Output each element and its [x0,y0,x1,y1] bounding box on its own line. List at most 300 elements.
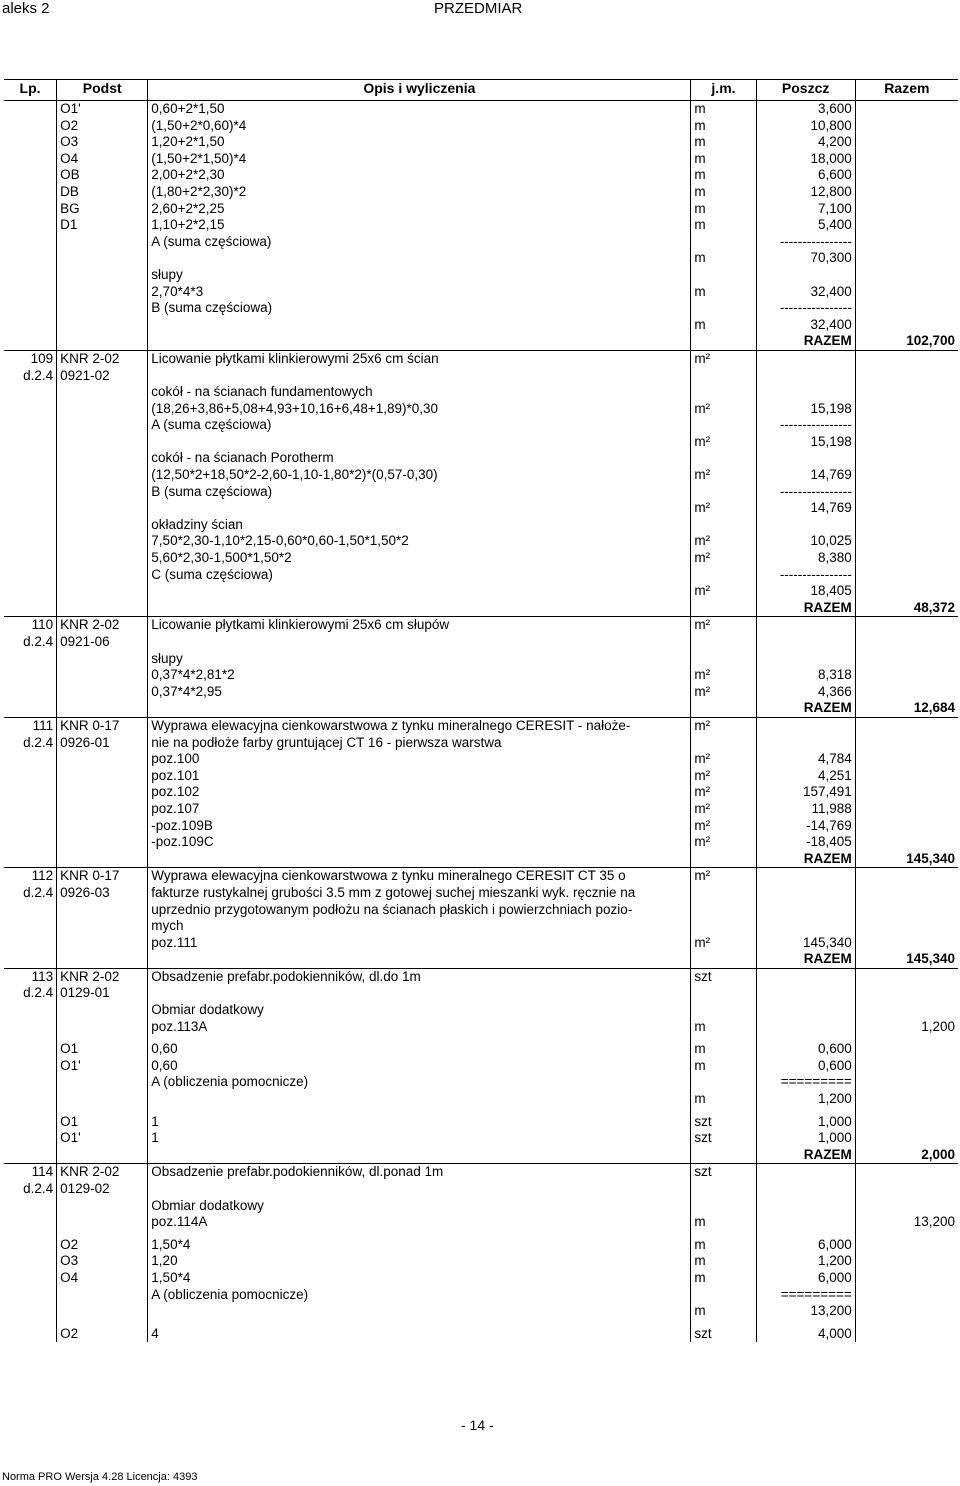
cell-poszcz: 0,600 [756,1041,855,1058]
cell-jm: m² [691,533,756,550]
cell-lp [4,1058,57,1075]
cell-poszcz [756,384,855,401]
cell-poszcz: 4,200 [756,134,855,151]
cell-poszcz: 10,025 [756,533,855,550]
cell-podst [57,1002,148,1019]
cell-jm: m [691,1058,756,1075]
cell-poszcz: 145,340 [756,935,855,952]
cell-jm: szt [691,1164,756,1181]
cell-lp [4,1114,57,1131]
cell-razem [855,1130,958,1147]
cell-opis: (1,50+2*1,50)*4 [148,151,691,168]
cell-poszcz: RAZEM [756,700,855,717]
table-row [4,450,958,467]
cell-opis: (12,50*2+18,50*2-2,60-1,10-1,80*2)*(0,57-0,30) [148,467,691,484]
cell-opis: 1,10+2*2,15 [148,217,691,234]
cell-podst: D1 [57,217,148,234]
cell-lp [4,550,57,567]
cell-podst [57,484,148,501]
cell-opis: 1 [148,1114,691,1131]
footer-license: Norma PRO Wersja 4.28 Licencja: 4393 [2,1471,198,1483]
cell-podst: KNR 2-02 [57,1164,148,1181]
cell-razem [855,417,958,434]
cell-opis: poz.114A [148,1214,691,1231]
cell-razem [855,234,958,251]
cell-poszcz [756,651,855,668]
cell-jm: szt [691,1130,756,1147]
cell-podst: O1' [57,1130,148,1147]
cell-lp [4,167,57,184]
table-row [4,317,958,334]
cell-razem [855,500,958,517]
cell-poszcz: 1,000 [756,1114,855,1131]
cell-razem [855,1270,958,1287]
cell-lp [4,201,57,218]
cell-poszcz [756,450,855,467]
cell-poszcz: 4,251 [756,768,855,785]
cell-razem [855,567,958,584]
cell-opis: okładziny ścian [148,517,691,534]
cell-lp [4,1237,57,1254]
cell-opis [148,317,691,334]
cell-jm [691,951,756,968]
cell-opis: cokół - na ścianach fundamentowych [148,384,691,401]
cell-podst [57,550,148,567]
cell-poszcz: 18,000 [756,151,855,168]
cell-jm: m² [691,801,756,818]
table-row [4,885,958,902]
cell-razem [855,1303,958,1320]
cell-jm [691,300,756,317]
cell-poszcz: 4,000 [756,1326,855,1343]
cell-jm [691,1147,756,1164]
cell-opis: 2,00+2*2,30 [148,167,691,184]
cell-razem [855,1002,958,1019]
table-row [4,1253,958,1270]
cell-opis: poz.111 [148,935,691,952]
cell-jm: m [691,1303,756,1320]
cell-lp: 112 [4,868,57,885]
cell-opis: 4 [148,1326,691,1343]
cell-razem [855,1253,958,1270]
cell-poszcz: 1,200 [756,1253,855,1270]
col-podst: Podst [57,80,148,101]
cell-poszcz [756,1214,855,1231]
cell-razem [855,517,958,534]
cell-podst [57,801,148,818]
cell-razem [855,1164,958,1181]
cell-lp [4,935,57,952]
cell-jm: m [691,1214,756,1231]
cell-podst [57,851,148,868]
cell-opis: Obmiar dodatkowy [148,1002,691,1019]
table-row [4,484,958,501]
cell-jm: m [691,1237,756,1254]
cell-razem [855,1198,958,1215]
cell-opis [148,851,691,868]
cell-lp [4,118,57,135]
col-jm: j.m. [691,80,756,101]
cell-podst [57,902,148,919]
cell-razem: 1,200 [921,1018,955,1034]
estimate-table [4,79,958,1342]
table-row [4,1270,958,1287]
cell-poszcz: 15,198 [756,434,855,451]
cell-opis: cokół - na ścianach Porotherm [148,450,691,467]
cell-podst: O4 [57,151,148,168]
cell-podst [57,935,148,952]
cell-podst: 0921-06 [57,634,148,651]
table-row [4,1287,958,1304]
cell-lp [4,267,57,284]
cell-jm [691,567,756,584]
cell-podst [57,651,148,668]
cell-opis: A (suma częściowa) [148,417,691,434]
cell-jm [691,234,756,251]
cell-podst [57,951,148,968]
cell-jm [691,267,756,284]
cell-razem [855,868,958,885]
cell-jm: m² [691,768,756,785]
cell-jm [691,484,756,501]
cell-lp [4,1253,57,1270]
cell-podst [57,467,148,484]
cell-podst [57,918,148,935]
cell-poszcz: RAZEM [756,951,855,968]
cell-razem: 48,372 [855,600,958,617]
cell-jm [691,1181,756,1198]
cell-poszcz: ---------------- [756,417,855,434]
cell-podst [57,250,148,267]
cell-poszcz: ---------------- [756,484,855,501]
cell-opis: 1 [148,1130,691,1147]
cell-poszcz: ---------------- [756,300,855,317]
page-number: - 14 - [461,1417,494,1433]
cell-poszcz: 14,769 [756,500,855,517]
cell-lp [4,500,57,517]
cell-lp [4,600,57,617]
cell-lp [4,484,57,501]
cell-jm [691,700,756,717]
cell-lp [4,450,57,467]
cell-podst [57,1287,148,1304]
cell-jm [691,384,756,401]
cell-jm: m [691,101,756,118]
cell-opis: 0,37*4*2,81*2 [148,667,691,684]
cell-opis: A (obliczenia pomocnicze) [148,1074,691,1091]
cell-lp [4,333,57,350]
cell-podst [57,818,148,835]
cell-opis: poz.102 [148,784,691,801]
cell-opis: Wyprawa elewacyjna cienkowarstwowa z tynku mineralnego CERESIT - nałoże- [148,717,691,734]
cell-lp [4,284,57,301]
cell-podst [57,401,148,418]
cell-razem [855,434,958,451]
cell-opis: 1,20 [148,1253,691,1270]
cell-lp [4,784,57,801]
cell-jm [691,735,756,752]
cell-opis: 0,60+2*1,50 [148,101,691,118]
cell-razem [855,768,958,785]
cell-razem [855,250,958,267]
cell-opis: mych [148,918,691,935]
cell-jm [691,885,756,902]
cell-lp: d.2.4 [4,985,57,1002]
cell-poszcz: 5,400 [756,217,855,234]
cell-razem [855,634,958,651]
cell-lp [4,184,57,201]
cell-razem [855,968,958,985]
cell-jm: m² [691,684,756,701]
table-row [4,1002,958,1019]
cell-poszcz [756,918,855,935]
table-row [4,1074,958,1091]
cell-poszcz [756,1198,855,1215]
cell-poszcz: 0,600 [756,1058,855,1075]
cell-lp: 109 [4,350,57,367]
cell-jm [691,902,756,919]
cell-opis: Licowanie płytkami klinkierowymi 25x6 cm ścian [148,350,691,367]
cell-opis: A (obliczenia pomocnicze) [148,1287,691,1304]
cell-opis [148,1303,691,1320]
cell-podst: O4 [57,1270,148,1287]
cell-poszcz: 1,000 [756,1130,855,1147]
table-row [4,968,958,985]
cell-lp [4,751,57,768]
cell-razem [855,217,958,234]
cell-lp: d.2.4 [4,368,57,385]
table-row [4,902,958,919]
cell-opis [148,985,691,1002]
cell-razem [855,617,958,634]
cell-lp [4,134,57,151]
cell-jm [691,600,756,617]
table-row [4,935,958,952]
cell-lp [4,818,57,835]
table-row [4,333,958,350]
table-row [4,1019,958,1036]
table-row [4,267,958,284]
cell-lp [4,667,57,684]
col-opis: Opis i wyliczenia [148,80,691,101]
cell-lp [4,651,57,668]
cell-opis: Obmiar dodatkowy [148,1198,691,1215]
table-row [4,1237,958,1254]
cell-lp [4,918,57,935]
cell-poszcz: ---------------- [756,567,855,584]
cell-opis: 5,60*2,30-1,500*1,50*2 [148,550,691,567]
cell-opis: 0,37*4*2,95 [148,684,691,701]
cell-opis [148,951,691,968]
cell-podst [57,1198,148,1215]
table-row [4,700,958,717]
cell-lp [4,384,57,401]
cell-poszcz: -14,769 [756,818,855,835]
cell-podst [57,517,148,534]
table-row [4,234,958,251]
cell-lp [4,101,57,118]
cell-razem: 12,684 [855,700,958,717]
cell-podst [57,234,148,251]
cell-lp [4,851,57,868]
cell-jm: m² [691,583,756,600]
cell-lp: d.2.4 [4,1181,57,1198]
cell-podst: KNR 0-17 [57,717,148,734]
table-row [4,784,958,801]
cell-jm [691,333,756,350]
cell-jm: m² [691,434,756,451]
cell-lp [4,567,57,584]
cell-lp: 111 [4,717,57,734]
cell-opis [148,1181,691,1198]
cell-poszcz: 8,380 [756,550,855,567]
cell-razem [855,735,958,752]
cell-razem [855,801,958,818]
cell-poszcz [756,1019,855,1036]
cell-lp [4,217,57,234]
cell-podst [57,1147,148,1164]
table-row [4,1058,958,1075]
cell-podst: DB [57,184,148,201]
cell-poszcz: RAZEM [756,851,855,868]
table-row [4,1114,958,1131]
cell-razem: 102,700 [855,333,958,350]
cell-poszcz [756,517,855,534]
cell-poszcz: 12,800 [756,184,855,201]
cell-jm: m [691,134,756,151]
cell-razem [855,1114,958,1131]
cell-jm: m² [691,935,756,952]
cell-razem [855,167,958,184]
cell-opis: uprzednio przygotowanym podłożu na ścianach płaskich i powierzchniach pozio- [148,902,691,919]
cell-jm [691,1198,756,1215]
cell-jm: m² [691,350,756,367]
cell-jm: m² [691,467,756,484]
cell-razem [855,935,958,952]
cell-podst [57,284,148,301]
cell-podst [57,600,148,617]
cell-jm: szt [691,1114,756,1131]
cell-razem [855,101,958,118]
cell-podst [57,1019,148,1036]
cell-opis: B (suma częściowa) [148,300,691,317]
cell-razem [855,284,958,301]
cell-lp [4,1287,57,1304]
cell-podst: 0926-01 [57,735,148,752]
cell-jm [691,985,756,1002]
cell-lp [4,434,57,451]
cell-razem: 145,340 [855,851,958,868]
cell-lp [4,1198,57,1215]
cell-podst: BG [57,201,148,218]
cell-podst: KNR 0-17 [57,868,148,885]
cell-podst [57,533,148,550]
table-row [4,634,958,651]
cell-podst: 0129-01 [57,985,148,1002]
cell-podst [57,1214,148,1231]
cell-poszcz: 10,800 [756,118,855,135]
cell-opis: (18,26+3,86+5,08+4,93+10,16+6,48+1,89)*0,30 [148,401,691,418]
cell-podst: O3 [57,1253,148,1270]
table-row [4,300,958,317]
cell-razem [855,985,958,1002]
table-row [4,1214,958,1231]
table-row [4,384,958,401]
table-row [4,684,958,701]
table-row [4,801,958,818]
cell-opis: 0,60 [148,1058,691,1075]
cell-lp [4,1270,57,1287]
cell-opis: 1,20+2*1,50 [148,134,691,151]
cell-razem [855,1041,958,1058]
col-lp: Lp. [4,80,57,101]
table-row [4,368,958,385]
cell-jm: m² [691,751,756,768]
cell-podst: O1 [57,1041,148,1058]
table-row [4,1091,958,1108]
cell-lp [4,1147,57,1164]
cell-jm: szt [691,968,756,985]
cell-razem [855,834,958,851]
cell-jm: m [691,1091,756,1108]
cell-razem [855,467,958,484]
cell-lp [4,1074,57,1091]
cell-podst: 0921-02 [57,368,148,385]
cell-opis: C (suma częściowa) [148,567,691,584]
cell-poszcz: RAZEM [756,333,855,350]
col-poszcz: Poszcz [756,80,855,101]
cell-lp [4,300,57,317]
cell-lp [4,417,57,434]
cell-opis: 7,50*2,30-1,10*2,15-0,60*0,60-1,50*1,50*2 [148,533,691,550]
cell-jm: m [691,1041,756,1058]
table-row [4,1041,958,1058]
cell-jm [691,450,756,467]
cell-opis: poz.101 [148,768,691,785]
cell-lp: 114 [4,1164,57,1181]
cell-opis [148,500,691,517]
cell-jm [691,1074,756,1091]
cell-poszcz [756,868,855,885]
table-row [4,201,958,218]
cell-opis [148,700,691,717]
cell-jm [691,1287,756,1304]
cell-razem: 2,000 [855,1147,958,1164]
table-row [4,918,958,935]
cell-podst [57,700,148,717]
cell-lp [4,151,57,168]
cell-poszcz [756,902,855,919]
cell-podst [57,333,148,350]
cell-razem [855,401,958,418]
cell-opis [148,600,691,617]
cell-poszcz [756,985,855,1002]
cell-podst: O3 [57,134,148,151]
cell-jm: m [691,250,756,267]
cell-podst: OB [57,167,148,184]
cell-poszcz [756,368,855,385]
cell-razem [855,1091,958,1108]
cell-podst [57,784,148,801]
cell-lp: 110 [4,617,57,634]
cell-lp [4,317,57,334]
table-row [4,834,958,851]
table-row [4,567,958,584]
cell-lp [4,467,57,484]
table-row [4,284,958,301]
cell-lp [4,1303,57,1320]
cell-lp [4,801,57,818]
